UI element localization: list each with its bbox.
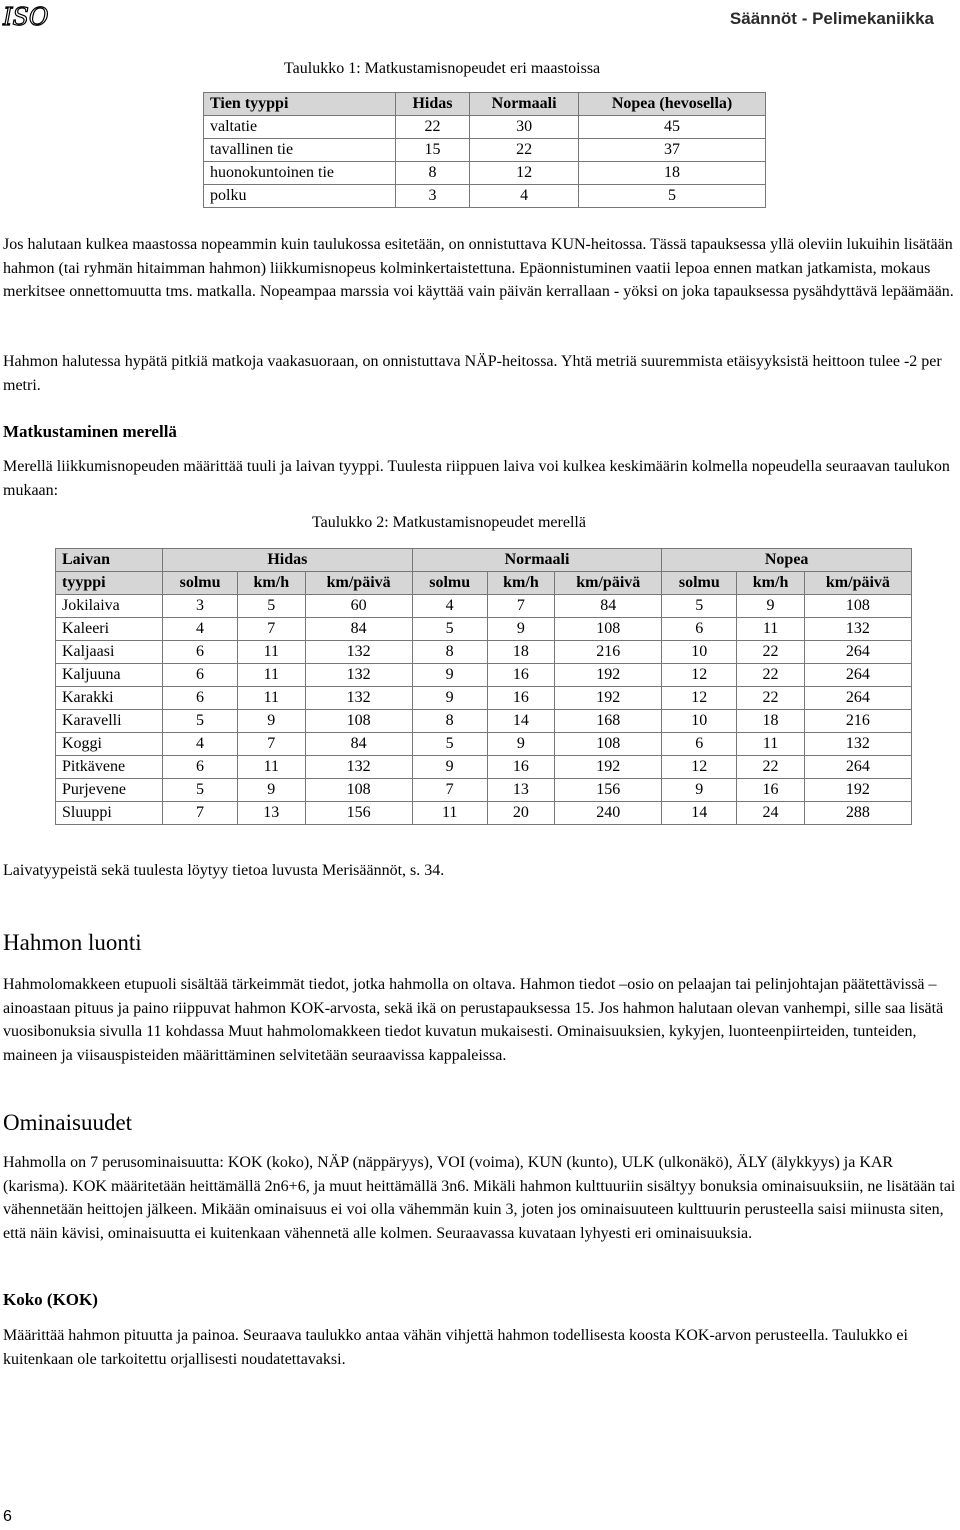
table-cell: 14 bbox=[487, 710, 555, 733]
table-cell: 5 bbox=[163, 779, 238, 802]
ship-type-cell: Koggi bbox=[56, 733, 163, 756]
table-cell: 108 bbox=[555, 618, 662, 641]
iso-logo bbox=[2, 0, 49, 32]
ship-type-cell: Sluuppi bbox=[56, 802, 163, 825]
table-cell: 84 bbox=[305, 618, 412, 641]
table-cell: 30 bbox=[470, 116, 579, 139]
table-cell: 22 bbox=[737, 641, 805, 664]
table-header-cell: km/h bbox=[487, 572, 555, 595]
table-row bbox=[56, 756, 912, 779]
table-cell: 6 bbox=[163, 664, 238, 687]
table-row bbox=[56, 710, 912, 733]
table-row bbox=[56, 733, 912, 756]
table-cell: 10 bbox=[662, 710, 737, 733]
table-cell: 9 bbox=[487, 618, 555, 641]
table-cell: 108 bbox=[555, 733, 662, 756]
table-cell: 4 bbox=[163, 618, 238, 641]
table-cell: 9 bbox=[662, 779, 737, 802]
table-header-cell: Normaali bbox=[470, 93, 579, 116]
table-cell: valtatie bbox=[204, 116, 396, 139]
table-cell: 8 bbox=[412, 710, 487, 733]
table-cell: 22 bbox=[470, 139, 579, 162]
table-header-row bbox=[56, 572, 912, 595]
table-row bbox=[56, 618, 912, 641]
table-cell: 11 bbox=[238, 687, 306, 710]
table-cell: 22 bbox=[737, 756, 805, 779]
table-header-cell: Nopea (hevosella) bbox=[579, 93, 766, 116]
table-cell: 132 bbox=[305, 756, 412, 779]
table-cell: 16 bbox=[487, 756, 555, 779]
table-cell: 108 bbox=[305, 779, 412, 802]
table-cell: 108 bbox=[804, 595, 911, 618]
table-cell: 37 bbox=[579, 139, 766, 162]
table-header-cell: km/päivä bbox=[305, 572, 412, 595]
table-row bbox=[56, 802, 912, 825]
table-cell: 216 bbox=[804, 710, 911, 733]
paragraph-ship-types-reference: Laivatyypeistä sekä tuulesta löytyy tietoa luvusta Merisäännöt, s. 34. bbox=[3, 862, 445, 879]
table-header-cell: solmu bbox=[662, 572, 737, 595]
table-cell: 6 bbox=[163, 687, 238, 710]
table-cell: 6 bbox=[163, 756, 238, 779]
table-cell: 192 bbox=[555, 687, 662, 710]
table-header-cell: Hidas bbox=[395, 93, 469, 116]
table-cell: 7 bbox=[412, 779, 487, 802]
table-cell: 5 bbox=[412, 618, 487, 641]
table-cell: 7 bbox=[238, 733, 306, 756]
table-cell: 9 bbox=[412, 687, 487, 710]
table-cell: 84 bbox=[555, 595, 662, 618]
table-header-cell: km/h bbox=[238, 572, 306, 595]
table-cell: 156 bbox=[305, 802, 412, 825]
ship-type-cell: Kaleeri bbox=[56, 618, 163, 641]
table-row bbox=[204, 116, 766, 139]
table-cell: 18 bbox=[579, 162, 766, 185]
table-cell: 16 bbox=[487, 664, 555, 687]
table-cell: 11 bbox=[412, 802, 487, 825]
table-cell: 9 bbox=[238, 710, 306, 733]
table-header-cell: Tien tyyppi bbox=[204, 93, 396, 116]
table-header-cell: Normaali bbox=[412, 549, 662, 572]
table-cell: 13 bbox=[238, 802, 306, 825]
table-cell: 9 bbox=[737, 595, 805, 618]
table-cell: 60 bbox=[305, 595, 412, 618]
table-cell: 7 bbox=[487, 595, 555, 618]
table-cell: 132 bbox=[305, 664, 412, 687]
table-cell: 264 bbox=[804, 641, 911, 664]
table-cell: 5 bbox=[662, 595, 737, 618]
table-cell: 84 bbox=[305, 733, 412, 756]
table-header-cell: tyyppi bbox=[56, 572, 163, 595]
table-cell: 216 bbox=[555, 641, 662, 664]
table-cell: 15 bbox=[395, 139, 469, 162]
table-row bbox=[56, 664, 912, 687]
table-row bbox=[204, 185, 766, 208]
sea-speed-table bbox=[55, 548, 912, 825]
table-cell: 22 bbox=[737, 687, 805, 710]
table-cell: 12 bbox=[470, 162, 579, 185]
table-cell: 3 bbox=[163, 595, 238, 618]
paragraph-jumping: Hahmon halutessa hypätä pitkiä matkoja vaakasuoraan, on onnistuttava NÄP-heitossa. Yhtä metriä suuremmista etäisyyksistä heittoon tulee -2 per metri. bbox=[3, 353, 942, 394]
table-header-row bbox=[204, 93, 766, 116]
table-cell: 9 bbox=[487, 733, 555, 756]
ship-type-cell: Purjevene bbox=[56, 779, 163, 802]
table-cell: 18 bbox=[737, 710, 805, 733]
table-cell: 6 bbox=[163, 641, 238, 664]
table-cell: 4 bbox=[470, 185, 579, 208]
table-cell: 11 bbox=[238, 756, 306, 779]
table-cell: polku bbox=[204, 185, 396, 208]
table-cell: 12 bbox=[662, 664, 737, 687]
table-cell: 132 bbox=[305, 687, 412, 710]
table-cell: 168 bbox=[555, 710, 662, 733]
table-cell: 12 bbox=[662, 687, 737, 710]
table-cell: 8 bbox=[412, 641, 487, 664]
table-cell: 9 bbox=[238, 779, 306, 802]
ship-type-cell: Karakki bbox=[56, 687, 163, 710]
table-cell: 6 bbox=[662, 618, 737, 641]
table-header-cell: km/päivä bbox=[804, 572, 911, 595]
terrain-speed-table bbox=[203, 92, 766, 208]
table2-caption: Taulukko 2: Matkustamisnopeudet merellä bbox=[312, 514, 586, 531]
paragraph-terrain-speed: Jos halutaan kulkea maastossa nopeammin kuin taulukossa esitetään, on onnistuttava KUN-heitossa. Tässä tapauksessa yllä oleviin lukuihin lisätään hahmon (tai ryhmän hitaimman hahmon) liikkumisnopeus kolminkertaistettuna. Epäonnistuminen vaatii lepoa ennen matkan jatkamista, mokaus merkitsee onnettomuutta tms. matkalla. Nopeampaa marssia voi käyttää vain päivän kerrallaan - yöksi on joka tapauksessa pysähdyttävä lepäämään. bbox=[3, 236, 954, 300]
paragraph-character-creation: Hahmolomakkeen etupuoli sisältää tärkeimmät tiedot, jotka hahmolla on oltava. Hahmon tiedot –osio on pelaajan tai pelinjohtajan päätettävissä – ainoastaan pituus ja paino riippuvat hahmon KOK-arvosta, sekä ikä on perustapauksessa 15. Jos hahmon halutaan olevan vanhempi, sille saa lisätä vuosibonuksia sivulla 11 kohdassa Muut hahmolomakkeen tiedot kuvatun mukaisesti. Ominaisuuksien, kykyjen, luonteenpiirteiden, tunteiden, maineen ja viisauspisteiden määrittäminen selvitetään seuraavissa kappaleissa. bbox=[3, 976, 944, 1064]
table-header-cell: solmu bbox=[412, 572, 487, 595]
table-cell: 11 bbox=[238, 664, 306, 687]
table-cell: 5 bbox=[579, 185, 766, 208]
table-cell: 264 bbox=[804, 664, 911, 687]
table-header-row bbox=[56, 549, 912, 572]
table-cell: 22 bbox=[395, 116, 469, 139]
table-cell: 24 bbox=[737, 802, 805, 825]
table-cell: 132 bbox=[804, 733, 911, 756]
table-header-cell: Nopea bbox=[662, 549, 912, 572]
table-cell: 5 bbox=[238, 595, 306, 618]
ship-type-cell: Karavelli bbox=[56, 710, 163, 733]
table-row bbox=[204, 139, 766, 162]
table-cell: 4 bbox=[412, 595, 487, 618]
table-header-cell: Laivan bbox=[56, 549, 163, 572]
table-cell: 5 bbox=[163, 710, 238, 733]
table-cell: 264 bbox=[804, 687, 911, 710]
table-cell: 7 bbox=[163, 802, 238, 825]
table-row bbox=[204, 162, 766, 185]
logo-text: ISO bbox=[3, 3, 49, 31]
table-cell: 264 bbox=[804, 756, 911, 779]
table-cell: 192 bbox=[555, 664, 662, 687]
heading-size: Koko (KOK) bbox=[3, 1290, 98, 1309]
table-cell: 192 bbox=[804, 779, 911, 802]
table-row bbox=[56, 641, 912, 664]
table-cell: 7 bbox=[238, 618, 306, 641]
page-number: 6 bbox=[3, 1508, 12, 1525]
table-row bbox=[56, 779, 912, 802]
table-cell: 9 bbox=[412, 664, 487, 687]
table-cell: 11 bbox=[737, 733, 805, 756]
heading-character-creation: Hahmon luonti bbox=[3, 930, 142, 955]
heading-attributes: Ominaisuudet bbox=[3, 1110, 133, 1135]
header-title: Säännöt - Pelimekaniikka bbox=[729, 9, 934, 28]
table-cell: 8 bbox=[395, 162, 469, 185]
table-cell: 22 bbox=[737, 664, 805, 687]
table-cell: 16 bbox=[487, 687, 555, 710]
table-cell: 10 bbox=[662, 641, 737, 664]
table-cell: 16 bbox=[737, 779, 805, 802]
table-header-cell: km/päivä bbox=[555, 572, 662, 595]
table-cell: 192 bbox=[555, 756, 662, 779]
table-cell: 156 bbox=[555, 779, 662, 802]
table-cell: 4 bbox=[163, 733, 238, 756]
table-cell: 240 bbox=[555, 802, 662, 825]
table-cell: 18 bbox=[487, 641, 555, 664]
ship-type-cell: Kaljuuna bbox=[56, 664, 163, 687]
table-cell: 132 bbox=[804, 618, 911, 641]
paragraph-size: Määrittää hahmon pituutta ja painoa. Seuraava taulukko antaa vähän vihjettä hahmon todellisesta koosta KOK-arvon perusteella. Taulukko ei kuitenkaan ole tarkoitettu orjallisesti noudatettavaksi. bbox=[3, 1327, 908, 1368]
table1-caption: Taulukko 1: Matkustamisnopeudet eri maastoissa bbox=[284, 60, 601, 77]
table-cell: 288 bbox=[804, 802, 911, 825]
table-cell: 9 bbox=[412, 756, 487, 779]
table-cell: 108 bbox=[305, 710, 412, 733]
ship-type-cell: Jokilaiva bbox=[56, 595, 163, 618]
ship-type-cell: Kaljaasi bbox=[56, 641, 163, 664]
table-cell: 3 bbox=[395, 185, 469, 208]
table-row bbox=[56, 687, 912, 710]
ship-type-cell: Pitkävene bbox=[56, 756, 163, 779]
table-cell: 6 bbox=[662, 733, 737, 756]
table-cell: 5 bbox=[412, 733, 487, 756]
table-cell: 20 bbox=[487, 802, 555, 825]
table-cell: tavallinen tie bbox=[204, 139, 396, 162]
table-header-cell: km/h bbox=[737, 572, 805, 595]
table-header-cell: Hidas bbox=[163, 549, 413, 572]
table-cell: 13 bbox=[487, 779, 555, 802]
heading-sea-travel: Matkustaminen merellä bbox=[3, 422, 177, 441]
paragraph-attributes: Hahmolla on 7 perusominaisuutta: KOK (koko), NÄP (näppäryys), VOI (voima), KUN (kunto), ULK (ulkonäkö), ÄLY (älykkyys) ja KAR (karisma). KOK määritetään heittämällä 2n6+6, ja muut heittämällä 3n6. Mikäli hahmon kulttuuriin sisältyy bonuksia ominaisuuksiin, ne lisätään tai vähennetään heittojen jälkeen. Mikään ominaisuus ei voi olla vähemmän kuin 3, joten jos ominaisuuteen kulttuurin perusteella saisi miinusta siten, että näin kävisi, ominaisuutta ei kuitenkaan vähennetä alle kolmen. Seuraavassa kuvataan lyhyesti eri ominaisuuksia. bbox=[3, 1154, 956, 1242]
paragraph-sea-travel: Merellä liikkumisnopeuden määrittää tuuli ja laivan tyyppi. Tuulesta riippuen laiva voi kulkea keskimäärin kolmella nopeudella seuraavan taulukon mukaan: bbox=[3, 458, 950, 499]
table-cell: 14 bbox=[662, 802, 737, 825]
table-cell: 12 bbox=[662, 756, 737, 779]
table-cell: 132 bbox=[305, 641, 412, 664]
table-cell: 11 bbox=[737, 618, 805, 641]
table-row bbox=[56, 595, 912, 618]
table-header-cell: solmu bbox=[163, 572, 238, 595]
table-cell: 11 bbox=[238, 641, 306, 664]
table-cell: huonokuntoinen tie bbox=[204, 162, 396, 185]
table-cell: 45 bbox=[579, 116, 766, 139]
